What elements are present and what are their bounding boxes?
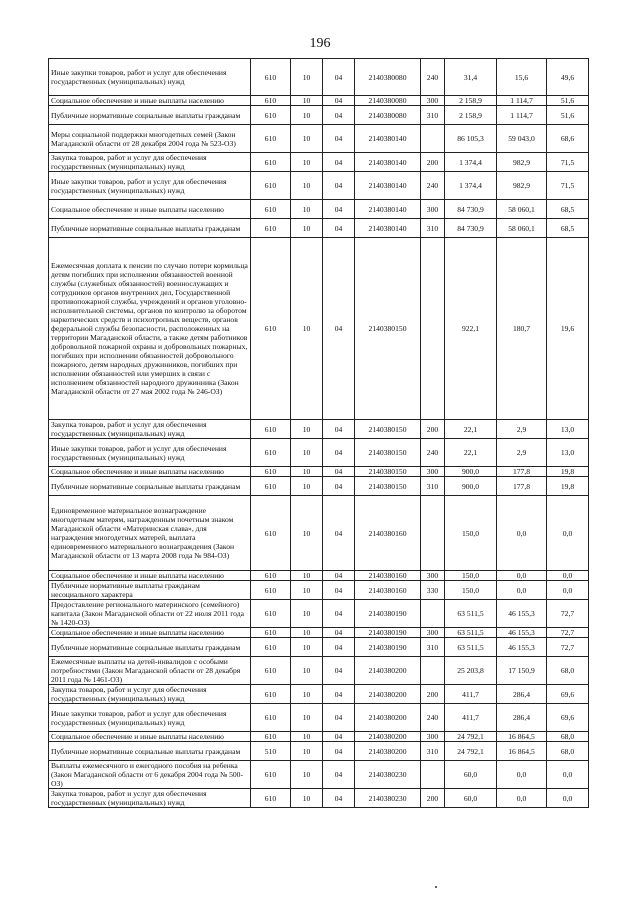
cell-rz: 610 (251, 477, 291, 496)
cell-csr: 2140380200 (355, 657, 421, 685)
table-row (49, 638, 589, 657)
cell-vr: 310 (421, 638, 445, 657)
table-row (49, 761, 589, 789)
cell-vr: 240 (421, 59, 445, 96)
cell-csr: 2140380080 (355, 59, 421, 96)
table-row (49, 200, 589, 219)
cell-name: Иные закупки товаров, работ и услуг для обеспечения государственных (муниципальных) нужд (49, 59, 251, 96)
table-row (49, 153, 589, 172)
cell-vr: 200 (421, 420, 445, 439)
cell-csr: 2140380190 (355, 628, 421, 638)
cell-sub: 04 (323, 106, 355, 125)
cell-csr: 2140380140 (355, 125, 421, 153)
cell-pr: 10 (291, 742, 323, 761)
cell-name: Социальное обеспечение и иные выплаты населению (49, 732, 251, 742)
cell-rz: 610 (251, 571, 291, 581)
cell-name: Публичные нормативные социальные выплаты гражданам (49, 477, 251, 496)
cell-pr: 10 (291, 106, 323, 125)
cell-fact: 286,4 (497, 704, 547, 732)
table-row (49, 96, 589, 106)
cell-vr: 300 (421, 732, 445, 742)
table-row (49, 439, 589, 467)
table-row (49, 628, 589, 638)
cell-rz: 610 (251, 600, 291, 628)
cell-csr: 2140380160 (355, 571, 421, 581)
cell-vr: 330 (421, 581, 445, 600)
cell-plan: 411,7 (445, 704, 497, 732)
cell-csr: 2140380200 (355, 704, 421, 732)
cell-pct: 0,0 (547, 496, 589, 571)
cell-vr: 300 (421, 96, 445, 106)
cell-csr: 2140380140 (355, 172, 421, 200)
cell-pct: 69,6 (547, 685, 589, 704)
cell-vr: 310 (421, 219, 445, 238)
cell-name: Выплаты ежемесячного и ежегодного пособия на ребенка (Закон Магаданской области от 6 декабря 2004 года № 500-ОЗ) (49, 761, 251, 789)
cell-rz: 610 (251, 732, 291, 742)
scan-speck (435, 886, 437, 888)
cell-sub: 04 (323, 628, 355, 638)
cell-plan: 22,1 (445, 439, 497, 467)
cell-sub: 04 (323, 153, 355, 172)
cell-pr: 10 (291, 153, 323, 172)
cell-name: Публичные нормативные социальные выплаты гражданам (49, 638, 251, 657)
cell-csr: 2140380160 (355, 496, 421, 571)
cell-rz: 610 (251, 581, 291, 600)
cell-name: Публичные нормативные выплаты гражданам несоциального характера (49, 581, 251, 600)
table-row (49, 732, 589, 742)
cell-fact: 1 114,7 (497, 96, 547, 106)
cell-pr: 10 (291, 657, 323, 685)
cell-csr: 2140380080 (355, 106, 421, 125)
cell-rz: 610 (251, 704, 291, 732)
table-row (49, 742, 589, 761)
cell-pr: 10 (291, 439, 323, 467)
cell-name: Публичные нормативные социальные выплаты гражданам (49, 219, 251, 238)
cell-csr: 2140380200 (355, 685, 421, 704)
cell-pct: 68,6 (547, 125, 589, 153)
cell-name: Закупка товаров, работ и услуг для обеспечения государственных (муниципальных) нужд (49, 789, 251, 808)
table-row (49, 106, 589, 125)
cell-plan: 63 511,5 (445, 600, 497, 628)
cell-plan: 150,0 (445, 496, 497, 571)
cell-sub: 04 (323, 685, 355, 704)
cell-rz: 610 (251, 106, 291, 125)
cell-vr (421, 761, 445, 789)
cell-pct: 72,7 (547, 638, 589, 657)
cell-rz: 610 (251, 59, 291, 96)
cell-rz: 610 (251, 153, 291, 172)
cell-pct: 51,6 (547, 96, 589, 106)
table-row (49, 219, 589, 238)
cell-pct: 68,0 (547, 732, 589, 742)
cell-rz: 610 (251, 761, 291, 789)
cell-rz: 610 (251, 657, 291, 685)
cell-pr: 10 (291, 600, 323, 628)
cell-rz: 610 (251, 439, 291, 467)
cell-sub: 04 (323, 789, 355, 808)
cell-fact: 46 155,3 (497, 600, 547, 628)
table-row (49, 600, 589, 628)
cell-fact: 0,0 (497, 761, 547, 789)
cell-name: Закупка товаров, работ и услуг для обеспечения государственных (муниципальных) нужд (49, 153, 251, 172)
cell-rz: 610 (251, 219, 291, 238)
cell-fact: 58 060,1 (497, 219, 547, 238)
cell-plan: 86 105,3 (445, 125, 497, 153)
cell-fact: 46 155,3 (497, 638, 547, 657)
cell-fact: 0,0 (497, 496, 547, 571)
cell-csr: 2140380140 (355, 200, 421, 219)
cell-rz: 610 (251, 628, 291, 638)
cell-pct: 0,0 (547, 571, 589, 581)
cell-plan: 24 792,1 (445, 742, 497, 761)
cell-pr: 10 (291, 581, 323, 600)
cell-vr: 310 (421, 742, 445, 761)
cell-pct: 0,0 (547, 581, 589, 600)
cell-plan: 84 730,9 (445, 200, 497, 219)
cell-sub: 04 (323, 172, 355, 200)
table-row (49, 657, 589, 685)
cell-pr: 10 (291, 628, 323, 638)
cell-rz: 610 (251, 685, 291, 704)
cell-pr: 10 (291, 200, 323, 219)
cell-fact: 0,0 (497, 581, 547, 600)
cell-pct: 72,7 (547, 628, 589, 638)
cell-pr: 10 (291, 59, 323, 96)
cell-pct: 68,0 (547, 742, 589, 761)
cell-vr: 300 (421, 467, 445, 477)
cell-pct: 68,5 (547, 219, 589, 238)
cell-pct: 49,6 (547, 59, 589, 96)
cell-pct: 68,0 (547, 657, 589, 685)
cell-csr: 2140380140 (355, 153, 421, 172)
budget-table (48, 58, 589, 808)
cell-pct: 71,5 (547, 153, 589, 172)
cell-pr: 10 (291, 467, 323, 477)
cell-name: Ежемесячные выплаты на детей-инвалидов с особыми потребностями (Закон Магаданской области от 28 декабря 2011 года № 1461-ОЗ) (49, 657, 251, 685)
cell-rz: 610 (251, 638, 291, 657)
cell-pr: 10 (291, 685, 323, 704)
cell-pct: 13,0 (547, 420, 589, 439)
cell-sub: 04 (323, 477, 355, 496)
cell-csr: 2140380200 (355, 742, 421, 761)
cell-pr: 10 (291, 638, 323, 657)
cell-name: Меры социальной поддержки многодетных семей (Закон Магаданской области от 28 декабря 2004 года № 523-ОЗ) (49, 125, 251, 153)
cell-pr: 10 (291, 761, 323, 789)
cell-fact: 58 060,1 (497, 200, 547, 219)
cell-csr: 2140380230 (355, 789, 421, 808)
cell-plan: 900,0 (445, 467, 497, 477)
cell-name: Публичные нормативные социальные выплаты гражданам (49, 106, 251, 125)
cell-rz: 610 (251, 172, 291, 200)
cell-sub: 04 (323, 657, 355, 685)
cell-name: Социальное обеспечение и иные выплаты населению (49, 628, 251, 638)
cell-fact: 286,4 (497, 685, 547, 704)
cell-pr: 10 (291, 219, 323, 238)
cell-name: Единовременное материальное вознаграждение многодетным матерям, награжденным почетным знаком Магаданской области «Материнская слава», для награждения многодетных матерей, выплата единовременного материального вознаграждения (Закон Магаданской области от 13 марта 2008 года № 984-ОЗ) (49, 496, 251, 571)
cell-name: Закупка товаров, работ и услуг для обеспечения государственных (муниципальных) нужд (49, 420, 251, 439)
cell-pct: 0,0 (547, 761, 589, 789)
table-row (49, 172, 589, 200)
cell-plan: 60,0 (445, 789, 497, 808)
cell-name: Социальное обеспечение и иные выплаты населению (49, 200, 251, 219)
cell-name: Закупка товаров, работ и услуг для обеспечения государственных (муниципальных) нужд (49, 685, 251, 704)
cell-rz: 610 (251, 467, 291, 477)
cell-sub: 04 (323, 761, 355, 789)
cell-pct: 19,8 (547, 467, 589, 477)
table-row (49, 704, 589, 732)
cell-csr: 2140380150 (355, 477, 421, 496)
table-row (49, 467, 589, 477)
cell-fact: 2,9 (497, 439, 547, 467)
cell-sub: 04 (323, 439, 355, 467)
cell-pr: 10 (291, 571, 323, 581)
cell-plan: 25 203,8 (445, 657, 497, 685)
cell-csr: 2140380080 (355, 96, 421, 106)
cell-sub: 04 (323, 704, 355, 732)
cell-sub: 04 (323, 420, 355, 439)
cell-sub: 04 (323, 59, 355, 96)
cell-fact: 46 155,3 (497, 628, 547, 638)
cell-pr: 10 (291, 789, 323, 808)
cell-name: Иные закупки товаров, работ и услуг для обеспечения государственных (муниципальных) нужд (49, 704, 251, 732)
cell-pct: 0,0 (547, 789, 589, 808)
cell-fact: 17 150,9 (497, 657, 547, 685)
table-row (49, 477, 589, 496)
table-row (49, 420, 589, 439)
cell-csr: 2140380150 (355, 238, 421, 420)
cell-vr: 200 (421, 685, 445, 704)
cell-fact: 180,7 (497, 238, 547, 420)
cell-fact: 0,0 (497, 571, 547, 581)
cell-plan: 411,7 (445, 685, 497, 704)
cell-name: Иные закупки товаров, работ и услуг для обеспечения государственных (муниципальных) нужд (49, 439, 251, 467)
cell-pr: 10 (291, 125, 323, 153)
table-row (49, 238, 589, 420)
table-row (49, 571, 589, 581)
cell-name: Ежемесячная доплата к пенсии по случаю потери кормильца детям погибших при исполнении обязанностей военной службы (служебных обязанностей) военнослужащих и сотрудников органов внутренних дел, Государственной противопожарной службы, учреждений и органов уголовно-исполнительной системы, органов по контролю за оборотом наркотических средств и психотропных веществ, органов федеральной службы безопасности, расположенных на территории Магаданской области, а также детям работников добровольной пожарной охраны и добровольных пожарных, погибших при исполнении обязанностей добровольного пожарного, детям народных дружинников, погибших при исполнении обязанностей или умерших в связи с исполнением обязанностей народного дружинника (Закон Магаданской области от 27 мая 2002 года № 246-ОЗ) (49, 238, 251, 420)
table-row (49, 581, 589, 600)
cell-vr: 240 (421, 704, 445, 732)
cell-plan: 1 374,4 (445, 172, 497, 200)
cell-rz: 610 (251, 96, 291, 106)
cell-plan: 63 511,5 (445, 638, 497, 657)
cell-plan: 900,0 (445, 477, 497, 496)
cell-csr: 2140380150 (355, 420, 421, 439)
table-row (49, 685, 589, 704)
cell-plan: 31,4 (445, 59, 497, 96)
cell-plan: 922,1 (445, 238, 497, 420)
cell-sub: 04 (323, 467, 355, 477)
table-row (49, 496, 589, 571)
table-row (49, 789, 589, 808)
cell-vr: 310 (421, 106, 445, 125)
cell-vr (421, 496, 445, 571)
cell-vr: 310 (421, 477, 445, 496)
cell-pr: 10 (291, 96, 323, 106)
cell-csr: 2140380150 (355, 467, 421, 477)
cell-sub: 04 (323, 638, 355, 657)
cell-rz: 610 (251, 125, 291, 153)
cell-vr (421, 238, 445, 420)
cell-vr: 240 (421, 439, 445, 467)
cell-csr: 2140380150 (355, 439, 421, 467)
cell-sub: 04 (323, 96, 355, 106)
cell-vr (421, 657, 445, 685)
cell-name: Предоставление регионального материнского (семейного) капитала (Закон Магаданской области от 22 июля 2011 года № 1420-ОЗ) (49, 600, 251, 628)
cell-sub: 04 (323, 125, 355, 153)
cell-plan: 150,0 (445, 581, 497, 600)
cell-pr: 10 (291, 704, 323, 732)
cell-fact: 16 864,5 (497, 742, 547, 761)
cell-vr: 300 (421, 571, 445, 581)
cell-rz: 610 (251, 420, 291, 439)
cell-plan: 63 511,5 (445, 628, 497, 638)
cell-fact: 16 864,5 (497, 732, 547, 742)
cell-csr: 2140380190 (355, 600, 421, 628)
page-number: 196 (309, 36, 331, 51)
cell-fact: 982,9 (497, 172, 547, 200)
table-row (49, 125, 589, 153)
cell-rz: 610 (251, 200, 291, 219)
cell-pr: 10 (291, 172, 323, 200)
cell-sub: 04 (323, 238, 355, 420)
cell-fact: 0,0 (497, 789, 547, 808)
cell-pct: 19,8 (547, 477, 589, 496)
cell-vr: 240 (421, 172, 445, 200)
cell-rz: 610 (251, 496, 291, 571)
cell-pr: 10 (291, 732, 323, 742)
cell-vr (421, 125, 445, 153)
cell-vr (421, 600, 445, 628)
cell-csr: 2140380190 (355, 638, 421, 657)
cell-name: Социальное обеспечение и иные выплаты населению (49, 467, 251, 477)
cell-pr: 10 (291, 477, 323, 496)
cell-sub: 04 (323, 219, 355, 238)
cell-fact: 177,8 (497, 477, 547, 496)
cell-plan: 22,1 (445, 420, 497, 439)
cell-csr: 2140380230 (355, 761, 421, 789)
cell-sub: 04 (323, 496, 355, 571)
cell-rz: 610 (251, 238, 291, 420)
cell-pct: 69,6 (547, 704, 589, 732)
cell-sub: 04 (323, 200, 355, 219)
cell-pr: 10 (291, 496, 323, 571)
cell-csr: 2140380160 (355, 581, 421, 600)
cell-pr: 10 (291, 420, 323, 439)
cell-csr: 2140380200 (355, 732, 421, 742)
cell-vr: 300 (421, 200, 445, 219)
cell-plan: 150,0 (445, 571, 497, 581)
cell-pct: 13,0 (547, 439, 589, 467)
cell-pct: 19,6 (547, 238, 589, 420)
cell-sub: 04 (323, 742, 355, 761)
cell-plan: 60,0 (445, 761, 497, 789)
cell-plan: 84 730,9 (445, 219, 497, 238)
cell-vr: 200 (421, 789, 445, 808)
cell-pct: 71,5 (547, 172, 589, 200)
cell-fact: 177,8 (497, 467, 547, 477)
cell-pr: 10 (291, 238, 323, 420)
cell-sub: 04 (323, 732, 355, 742)
cell-name: Социальное обеспечение и иные выплаты населению (49, 96, 251, 106)
cell-vr: 200 (421, 153, 445, 172)
cell-fact: 1 114,7 (497, 106, 547, 125)
table-row (49, 59, 589, 96)
cell-fact: 59 043,0 (497, 125, 547, 153)
cell-name: Иные закупки товаров, работ и услуг для обеспечения государственных (муниципальных) нужд (49, 172, 251, 200)
cell-fact: 982,9 (497, 153, 547, 172)
cell-plan: 2 158,9 (445, 96, 497, 106)
cell-pct: 68,5 (547, 200, 589, 219)
cell-plan: 2 158,9 (445, 106, 497, 125)
cell-sub: 04 (323, 571, 355, 581)
cell-pct: 72,7 (547, 600, 589, 628)
cell-name: Социальное обеспечение и иные выплаты населению (49, 571, 251, 581)
cell-plan: 1 374,4 (445, 153, 497, 172)
cell-fact: 15,6 (497, 59, 547, 96)
cell-csr: 2140380140 (355, 219, 421, 238)
cell-vr: 300 (421, 628, 445, 638)
cell-name: Публичные нормативные социальные выплаты гражданам (49, 742, 251, 761)
cell-plan: 24 792,1 (445, 732, 497, 742)
cell-pct: 51,6 (547, 106, 589, 125)
cell-fact: 2,9 (497, 420, 547, 439)
cell-rz: 510 (251, 742, 291, 761)
cell-sub: 04 (323, 581, 355, 600)
cell-rz: 610 (251, 789, 291, 808)
cell-sub: 04 (323, 600, 355, 628)
